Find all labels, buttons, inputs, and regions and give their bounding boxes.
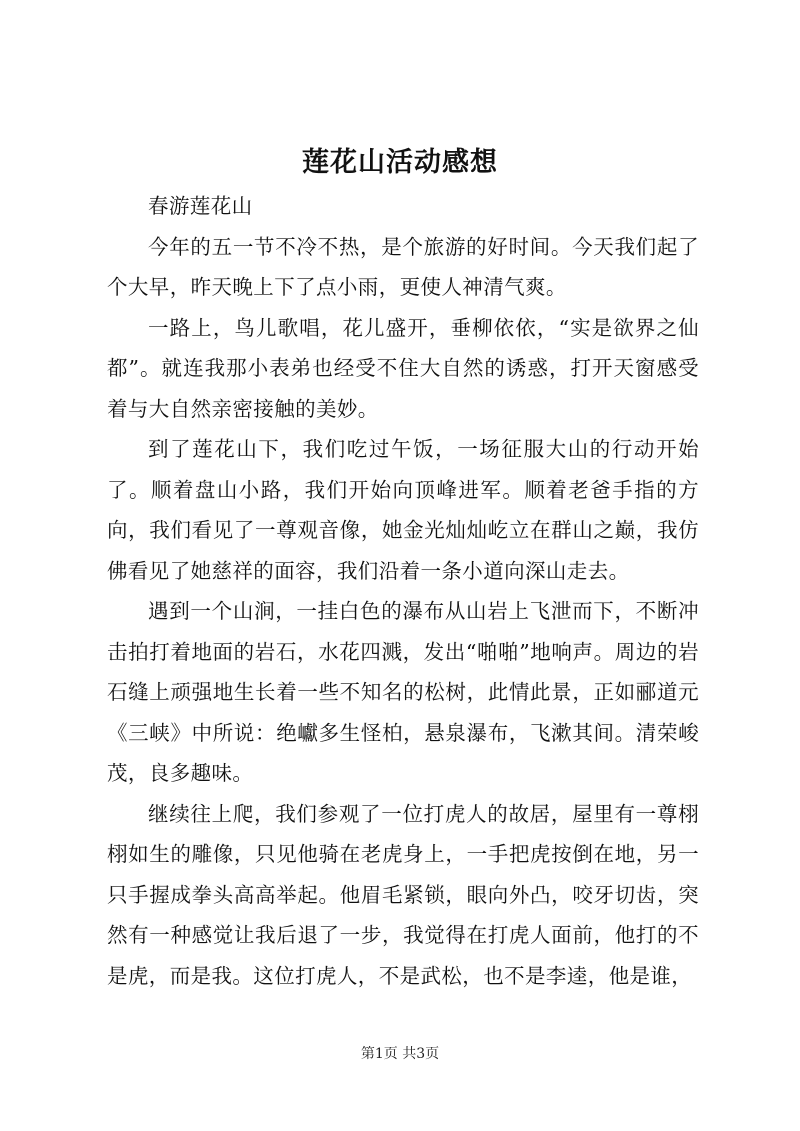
paragraph: 一路上，鸟儿歌唱，花儿盛开，垂柳依依，“实是欲界之仙都”。就连我那小表弟也经受不住大自然的诱惑，打开天窗感受着与大自然亲密接触的美妙。 bbox=[107, 315, 699, 421]
paragraph: 今年的五一节不冷不热，是个旅游的好时间。今天我们起了个大早，昨天晚上下了点小雨，更使人神清气爽。 bbox=[107, 234, 699, 299]
page-title: 莲花山活动感想 bbox=[302, 147, 498, 178]
paragraph: 继续往上爬，我们参观了一位打虎人的故居，屋里有一尊栩栩如生的雕像，只见他骑在老虎身上，一手把虎按倒在地，另一只手握成拳头高高举起。他眉毛紧锁，眼向外凸，咬牙切齿，突然有一种感觉让我后退了一步，我觉得在打虎人面前，他打的不是虎，而是我。这位打虎人，不是武松，也不是李逵，他是谁， bbox=[107, 801, 699, 988]
paragraph: 到了莲花山下，我们吃过午饭，一场征服大山的行动开始了。顺着盘山小路，我们开始向顶峰进军。顺着老爸手指的方向，我们看见了一尊观音像，她金光灿灿屹立在群山之巅，我仿佛看见了她慈祥的面容，我们沿着一条小道向深山走去。 bbox=[107, 437, 699, 583]
document-body bbox=[107, 186, 699, 996]
paragraph-subtitle: 春游莲花山 bbox=[148, 194, 253, 218]
paragraph: 遇到一个山涧，一挂白色的瀑布从山岩上飞泄而下，不断冲击拍打着地面的岩石，水花四溅，发出“啪啪”地响声。周边的岩石缝上顽强地生长着一些不知名的松树，此情此景，正如郦道元《三峡》中所说：绝巘多生怪柏，悬泉瀑布，飞漱其间。清荣峻茂，良多趣味。 bbox=[107, 599, 699, 785]
page-number-footer: 第1页 共3页 bbox=[360, 1046, 440, 1062]
